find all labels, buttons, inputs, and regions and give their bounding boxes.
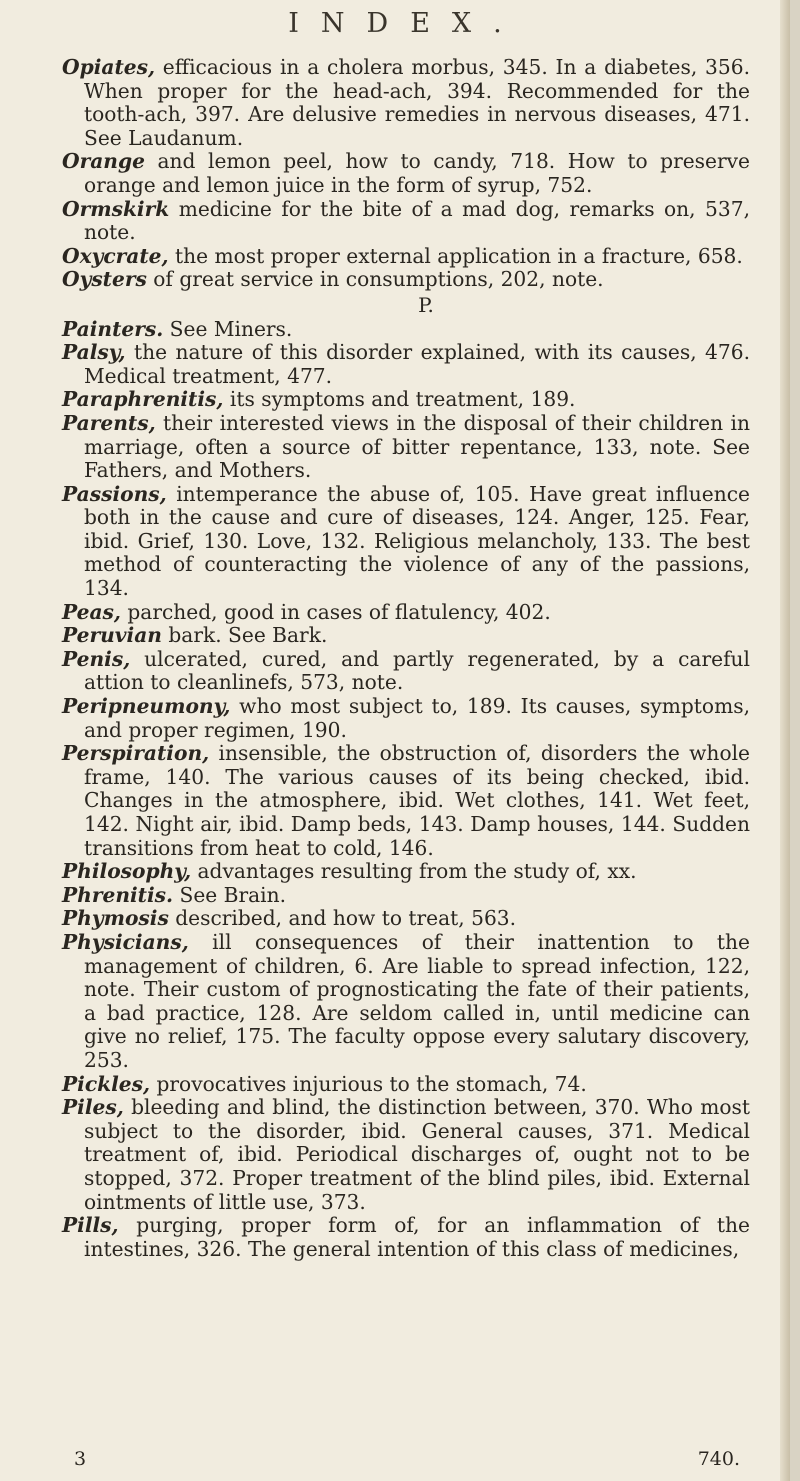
entry-headword: Oxycrate, <box>62 243 169 268</box>
entry-text: the nature of this disorder explained, with its causes, 476. Medical treatment, 477. <box>84 340 750 388</box>
entry-text: its symptoms and treatment, 189. <box>223 387 576 412</box>
entry-text: bark. See Bark. <box>161 623 328 648</box>
entry-headword: Oysters <box>62 267 147 292</box>
page-edge <box>780 0 790 1481</box>
entry-headword: Physicians, <box>62 929 189 954</box>
entry-headword: Painters. <box>62 316 164 341</box>
entry-text: See Miners. <box>163 316 293 341</box>
index-entry <box>62 1073 750 1097</box>
index-entry <box>62 412 750 483</box>
index-entry <box>62 907 750 931</box>
entry-text: intemperance the abuse of, 105. Have great influence both in the cause and cure of diseases, 124. Anger, 125. Fear, ibid. Grief, 130. Love, 132. Religious melancholy, 133. The best method of counteracting the violence of any of the passions, 134. <box>84 481 750 601</box>
entry-headword: Perspiration, <box>62 741 210 766</box>
index-entry <box>62 860 750 884</box>
entry-headword: Pickles, <box>62 1071 151 1096</box>
page-footer <box>62 1448 740 1472</box>
entry-headword: Orange <box>62 149 145 174</box>
entry-text: and lemon peel, how to candy, 718. How to preserve orange and lemon juice in the form of syrup, 752. <box>84 149 750 197</box>
entry-headword: Parents, <box>62 410 156 435</box>
entry-text: bleeding and blind, the distinction between, 370. Who most subject to the disorder, ibid. General causes, 371. Medical treatment of, ibid. Periodical discharges of, ought not to be stopped, 372. Proper treatment of the blind piles, ibid. External ointments of little use, 373. <box>84 1095 750 1214</box>
signature-mark: 3 <box>74 1448 87 1470</box>
entry-headword: Phymosis <box>62 906 169 931</box>
index-entry <box>62 695 750 742</box>
entry-text: ulcerated, cured, and partly regenerated, by a careful attion to cleanlinefs, 573, note. <box>84 646 750 695</box>
entry-text: of great service in consumptions, 202, note. <box>146 267 604 292</box>
entry-text: insensible, the obstruction of, disorders the whole frame, 140. The various causes of its being checked, ibid. Changes in the atmosphere, ibid. Wet clothes, 141. Wet feet, 142. Night air, ibid. Damp beds, 143. Damp houses, 144. Sudden transitions from heat to cold, 146. <box>84 741 750 860</box>
index-entry <box>62 318 750 342</box>
entry-text: provocatives injurious to the stomach, 74. <box>150 1071 587 1096</box>
entry-headword: Ormskirk <box>62 196 170 221</box>
index-entry <box>62 931 750 1073</box>
entry-text: See Brain. <box>173 882 287 907</box>
index-entry <box>62 150 750 197</box>
entry-headword: Peripneumony, <box>62 694 231 719</box>
index-entry <box>62 268 750 292</box>
entry-headword: Palsy, <box>62 340 126 365</box>
index-entry <box>62 388 750 412</box>
index-entry <box>62 884 750 908</box>
index-entry <box>62 742 750 860</box>
index-entry <box>62 1214 750 1261</box>
entry-text: ill consequences of their inattention to the management of children, 6. Are liable to spread infection, 122, note. Their custom of prognosticating the fate of their patients, a bad practice, 128. Are seldom called in, until medicine can give no relief, 175. The faculty oppose every salutary discovery, 253. <box>84 929 750 1072</box>
entry-headword: Pills, <box>62 1213 119 1238</box>
entry-headword: Penis, <box>62 646 131 671</box>
index-entry <box>62 601 750 625</box>
entry-text: described, and how to treat, 563. <box>168 906 517 931</box>
entry-headword: Passions, <box>62 481 167 506</box>
index-entry <box>62 56 750 150</box>
index-entry <box>62 245 750 269</box>
entry-headword: Piles, <box>62 1095 124 1120</box>
index-entry <box>62 648 750 695</box>
entry-text: purging, proper form of, for an inflammation of the intestines, 326. The general intention of this class of medicines, <box>84 1213 750 1261</box>
entry-headword: Paraphrenitis, <box>62 387 224 412</box>
index-entry <box>62 624 750 648</box>
entry-headword: Philosophy, <box>62 859 192 884</box>
entry-headword: Phrenitis. <box>62 882 174 907</box>
entry-text: parched, good in cases of flatulency, 402. <box>120 599 551 624</box>
entry-text: their interested views in the disposal of their children in marriage, often a source of bitter repentance, 133, note. See Fathers, and Mothers. <box>84 410 750 483</box>
entry-text: the most proper external application in a fracture, 658. <box>168 243 743 268</box>
page-title: INDEX. <box>288 8 524 39</box>
entry-headword: Peruvian <box>62 623 162 648</box>
index-entry <box>62 1096 750 1214</box>
entry-text: advantages resulting from the study of, xx. <box>191 859 637 884</box>
entry-text: who most subject to, 189. Its causes, symptoms, and proper regimen, 190. <box>84 694 750 742</box>
index-entry <box>62 341 750 388</box>
index-entry <box>62 483 750 601</box>
index-entries <box>62 56 750 1261</box>
section-letter: P. <box>418 292 434 317</box>
entry-text: efficacious in a cholera morbus, 345. In a diabetes, 356. When proper for the head-ach, 394. Recommended for the tooth-ach, 397. Are delusive remedies in nervous diseases, 471. See Laudanum. <box>84 55 750 150</box>
index-entry <box>62 198 750 245</box>
entry-text: medicine for the bite of a mad dog, remarks on, 537, note. <box>84 196 750 245</box>
entry-headword: Opiates, <box>62 55 156 79</box>
entry-headword: Peas, <box>62 599 121 624</box>
catchword: 740. <box>697 1448 740 1470</box>
